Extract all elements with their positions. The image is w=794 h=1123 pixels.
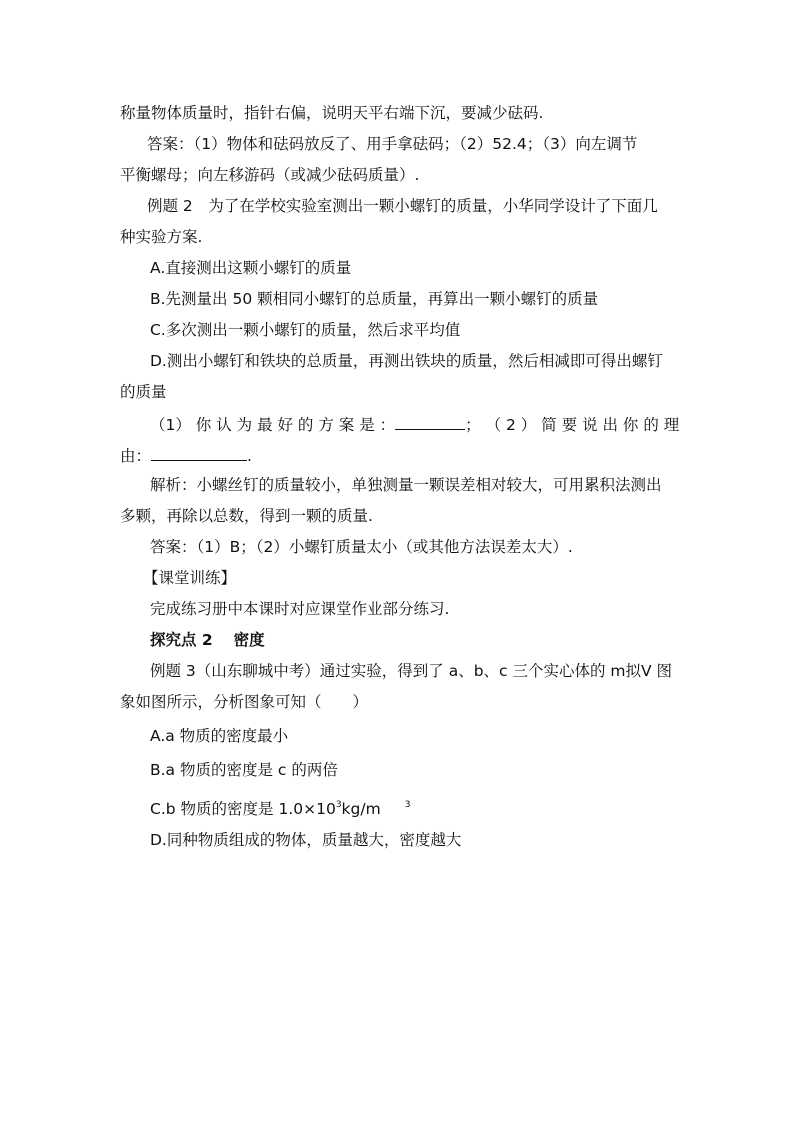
question-part-1: （1） 你 认 为 最 好 的 方 案 是 ： [150,416,396,434]
option-d-continued: 的质量 [120,383,167,401]
option-a: A.a 物质的密度最小 [150,727,289,745]
answer-blank-1 [395,413,465,430]
example-3-heading: 例题 3（山东聊城中考）通过实验，得到了 a、b、c 三个实心体的 m拟V 图 [150,662,673,680]
section-heading: 【课堂训练】 [143,569,237,587]
text-line: 象如图所示，分析图象可知（ ） [120,693,369,711]
question-line-2 [120,444,252,466]
option-c-text: C.b 物质的密度是 1.0×10 [150,800,336,818]
text-line: 称量物体质量时，指针右偏，说明天平右端下沉，要减少砝码. [120,104,544,122]
option-a: A.直接测出这颗小螺钉的质量 [150,259,352,277]
text-line: 平衡螺母；向左移游码（或减少砝码质量）. [120,166,420,184]
question-end: . [247,447,252,465]
example-2-heading: 例题 2 为了在学校实验室测出一颗小螺钉的质量，小华同学设计了下面几 [147,197,658,215]
exponent: 3 [404,800,411,810]
answer-blank-2 [151,444,247,461]
text-line: 种实验方案. [120,228,203,246]
answer-line: 答案：（1）物体和砝码放反了、用手拿砝码；（2）52.4；（3）向左调节 [147,135,638,153]
practice-line: 完成练习册中本课时对应课堂作业部分练习. [150,600,450,618]
option-b: B.a 物质的密度是 c 的两倍 [150,761,338,779]
answer-line: 答案：（1）B；（2）小螺钉质量太小（或其他方法误差太大）. [150,538,573,556]
option-b: B.先测量出 50 颗相同小螺钉的总质量，再算出一颗小螺钉的质量 [150,290,599,308]
option-c [150,799,410,819]
option-c: C.多次测出一颗小螺钉的质量，然后求平均值 [150,321,461,339]
exponent: 3 [335,800,342,810]
analysis-line-2: 多颗，再除以总数，得到一颗的质量. [120,507,373,525]
analysis-line: 解析：小螺丝钉的质量较小，单独测量一颗误差相对较大，可用累积法测出 [150,476,662,494]
option-d: D.同种物质组成的物体，质量越大，密度越大 [150,831,462,849]
unit-text: kg/m [341,800,381,818]
option-d: D.测出小螺钉和铁块的总质量，再测出铁块的质量，然后相减即可得出螺钉 [150,352,663,370]
topic-heading: 探究点 2 密度 [150,631,265,649]
question-line [150,413,679,435]
question-part-2: ； （ 2 ） 简 要 说 出 你 的 理 [465,416,680,434]
question-reason-label: 由： [120,447,152,465]
